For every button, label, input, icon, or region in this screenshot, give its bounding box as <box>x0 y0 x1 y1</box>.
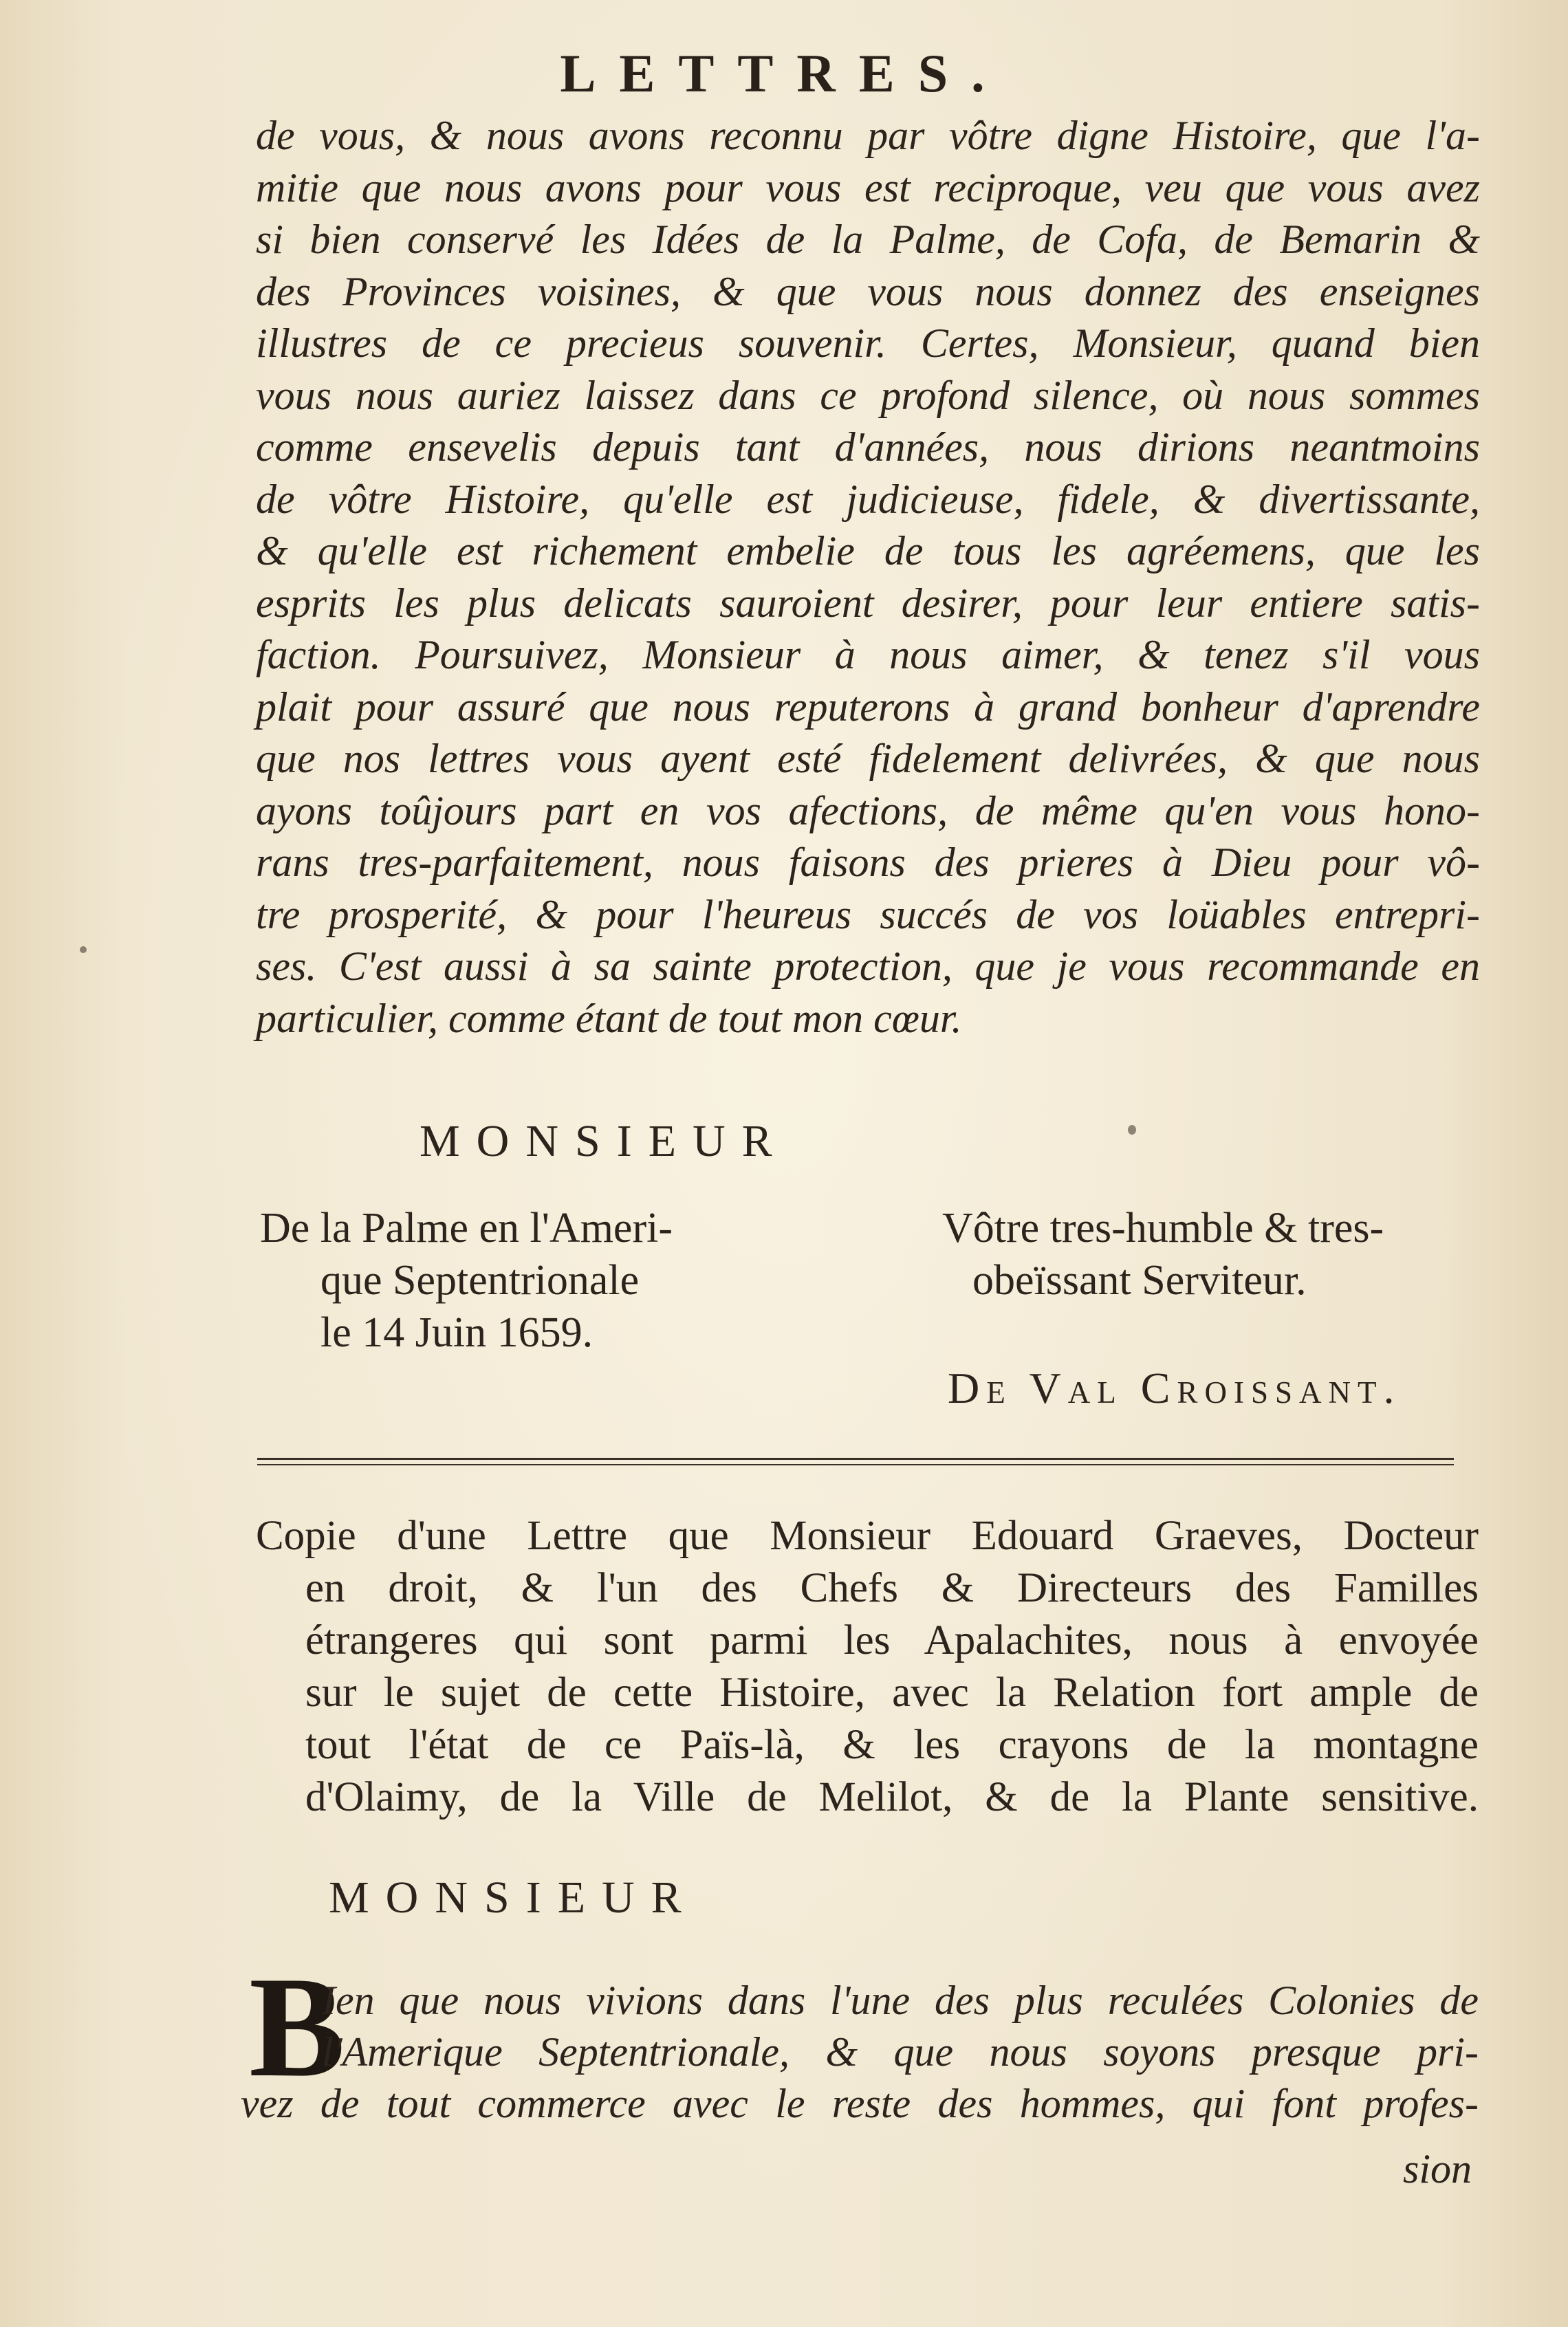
copy-heading <box>256 1510 1479 1824</box>
text-line: vous nous auriez laissez dans ce profond silence, où nous sommes <box>256 372 1480 418</box>
closing-line: obeïssant Serviteur. <box>972 1257 1307 1304</box>
ink-speck <box>80 946 87 953</box>
closing-line: Vôtre tres-humble & tres- <box>942 1205 1384 1252</box>
salutation-heading: MONSIEUR <box>420 1116 789 1166</box>
place-date-line: que Septentrionale <box>320 1257 640 1304</box>
second-letter-body <box>241 1975 1479 2130</box>
text-line: si bien conservé les Idées de la Palme, de Cofa, de Bemarin & <box>256 217 1480 262</box>
text-line: rans tres-parfaitement, nous faisons des prieres à Dieu pour vô- <box>256 840 1480 885</box>
text-line: comme ensevelis depuis tant d'années, nous dirions neantmoins <box>256 424 1480 470</box>
heading-line: en droit, & l'un des Chefs & Directeurs des Familles <box>305 1565 1479 1611</box>
text-line: ses. C'est aussi à sa sainte protection, que je vous recommande en <box>256 943 1480 989</box>
heading-line: Copie d'une Lettre que Monsieur Edouard Graeves, Docteur <box>256 1513 1479 1559</box>
catchword: sion <box>1402 2146 1472 2192</box>
text-line: illustres de ce precieus souvenir. Certes, Monsieur, quand bien <box>256 320 1480 366</box>
running-head: LETTRES. <box>560 43 1008 103</box>
section-rule <box>257 1458 1454 1465</box>
place-date-line: De la Palme en l'Ameri- <box>260 1205 673 1252</box>
text-line: que nos lettres vous ayent esté fidelement delivrées, & que nous <box>256 736 1480 781</box>
ink-speck <box>1128 1125 1136 1135</box>
closing-formula <box>942 1202 1492 1307</box>
text-line: & qu'elle est richement embelie de tous les agréemens, que les <box>256 528 1480 573</box>
text-line: particulier, comme étant de tout mon cœur. <box>256 995 962 1041</box>
text-line: mitie que nous avons pour vous est reciproque, veu que vous avez <box>256 164 1480 210</box>
heading-line: tout l'état de ce Païs-là, & les crayons de la montagne <box>305 1722 1479 1768</box>
text-line: plait pour assuré que nous reputerons à grand bonheur d'aprendre <box>256 684 1480 730</box>
text-line: l'Amerique Septentrionale, & que nous soyons presque pri- <box>322 2029 1479 2075</box>
text-line: de vous, & nous avons reconnu par vôtre digne Histoire, que l'a- <box>256 113 1480 158</box>
text-line: ayons toûjours part en vos afections, de même qu'en vous hono- <box>256 787 1480 833</box>
text-line: des Provinces voisines, & que vous nous donnez des enseignes <box>256 268 1480 314</box>
drop-capital: B <box>249 1947 346 2107</box>
text-line: Ien que nous vivions dans l'une des plus reculées Colonies de <box>322 1978 1479 2023</box>
text-line: vez de tout commerce avec le reste des hommes, qui font profes- <box>241 2081 1479 2126</box>
heading-line: d'Olaimy, de la Ville de Melilot, & de la Plante sensitive. <box>305 1774 1479 1820</box>
text-line: de vôtre Histoire, qu'elle est judicieuse, fidele, & divertissante, <box>256 476 1480 522</box>
text-line: faction. Poursuivez, Monsieur à nous aimer, & tenez s'il vous <box>256 632 1480 677</box>
first-letter-body <box>256 110 1480 1045</box>
text-line: tre prosperité, & pour l'heureus succés de vos loüables entrepri- <box>256 891 1480 937</box>
place-date-line: le 14 Juin 1659. <box>320 1309 594 1356</box>
heading-line: sur le sujet de cette Histoire, avec la Relation fort ample de <box>305 1670 1479 1716</box>
place-date <box>260 1202 810 1359</box>
signature-name: De Val Croissant. <box>948 1364 1402 1412</box>
second-salutation-heading: MONSIEUR <box>329 1872 698 1923</box>
heading-line: étrangeres qui sont parmi les Apalachites, nous à envoyée <box>305 1617 1479 1663</box>
text-line: esprits les plus delicats sauroient desirer, pour leur entiere satis- <box>256 580 1480 626</box>
